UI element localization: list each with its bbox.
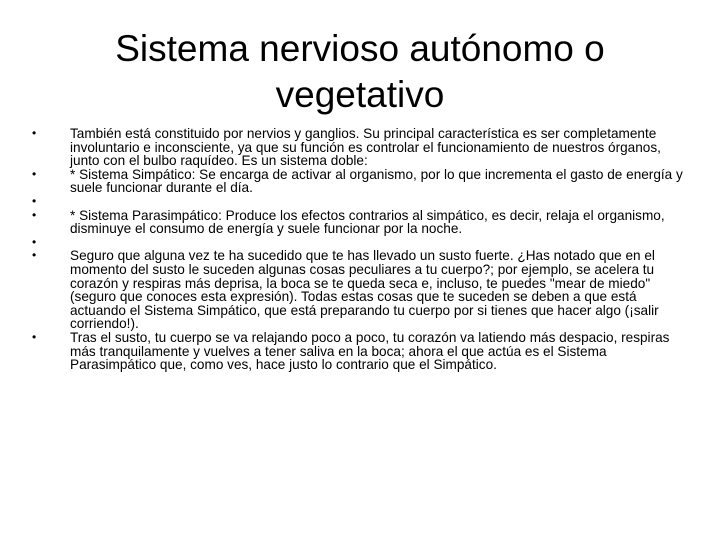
bullet-item-2 [32,168,692,195]
bullet-item-5 [32,236,692,250]
bullet-dot-icon: • [32,126,37,140]
bullet-dot-icon: • [32,329,37,344]
slide-title [40,26,680,118]
bullet-item-3 [32,195,692,209]
bullet-dot-icon: • [32,248,37,263]
bullet-text-1: También está constituido por nervios y ganglios. Su principal característica es ser completamente involuntario e inconsciente, ya que su función es controlar el funcionamiento de nuestros órganos, junto con el bulbo raquídeo. Es un sistema doble: [70,126,661,169]
bullet-dot-icon: • [32,234,37,249]
bullet-dot-icon: • [32,193,37,208]
slide-title-line-2: vegetativo [275,74,445,115]
bullet-dot-icon: • [32,166,37,181]
bullet-text-7: Tras el susto, tu cuerpo se va relajando poco a poco, tu corazón va latiendo más despacio, respiras más tranquilamente y vuelves a tener saliva en la boca; ahora el que actúa es el Sistema Parasimpático que, como ves, hace justo lo contrario que el Simpático. [70,329,670,373]
bullet-item-6 [32,249,692,331]
bullet-item-1 [32,127,692,168]
bullet-item-7 [32,331,692,372]
bullet-text-6: Seguro que alguna vez te ha sucedido que te has llevado un susto fuerte. ¿Has notado que en el momento del susto le suceden algunas cosas peculiares a tu cuerpo?; por ejemplo, se acelera tu corazón y respiras más deprisa, la boca se te queda seca e, incluso, te puedes "mear de miedo" (seguro que conoces esta expresión). Todas estas cosas que te suceden se deben a que está actuando el Sistema Simpático, que está preparando tu cuerpo por si tienes que hacer algo (¡salir corriendo!). [70,248,659,332]
bullet-list [32,127,692,372]
bullet-text-2: * Sistema Simpático: Se encarga de activar al organismo, por lo que incrementa el gasto de energía y suele funcionar durante el día. [70,166,683,196]
bullet-item-4 [32,209,692,236]
bullet-text-4: * Sistema Parasimpático: Produce los efectos contrarios al simpático, es decir, relaja el organismo, disminuye el consumo de energía y suele funcionar por la noche. [70,207,665,237]
bullet-dot-icon: • [32,207,37,222]
slide-title-line-1: Sistema nervioso autónomo o [115,28,605,69]
